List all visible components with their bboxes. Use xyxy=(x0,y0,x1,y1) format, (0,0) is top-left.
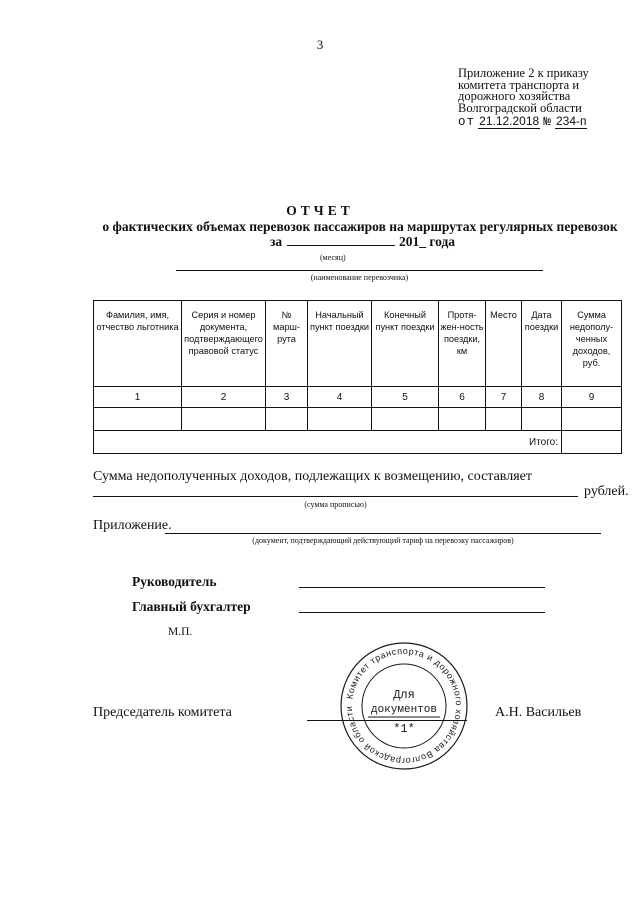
column-number: 2 xyxy=(182,387,266,408)
period-prefix: за xyxy=(270,234,283,249)
month-blank xyxy=(287,245,395,246)
attachment-line xyxy=(165,533,601,534)
column-header: Начальный пункт поездки xyxy=(308,301,372,387)
attachment-caption: (документ, подтверждающий действующий тариф на перевозку пассажиров) xyxy=(252,536,514,545)
table-cell xyxy=(94,408,182,431)
column-number: 8 xyxy=(522,387,562,408)
order-date-line xyxy=(458,116,633,129)
column-number: 9 xyxy=(562,387,622,408)
column-number: 6 xyxy=(439,387,486,408)
official-stamp xyxy=(338,640,470,772)
column-header: Фамилия, имя, отчество льготника xyxy=(94,301,182,387)
sum-in-words-caption: (сумма прописью) xyxy=(304,500,367,509)
page-number: 3 xyxy=(316,37,324,52)
table-cell xyxy=(182,408,266,431)
column-header: № марш-рута xyxy=(266,301,308,387)
table-cell xyxy=(486,408,522,431)
stamp-center-line1: Для xyxy=(393,688,415,702)
sum-statement: Сумма недополученных доходов, подлежащих к возмещению, составляет xyxy=(93,469,532,484)
stamp-center-line2: документов xyxy=(370,704,438,716)
appendix-line: Приложение 2 к приказу xyxy=(458,66,589,80)
from-prefix: от xyxy=(458,115,476,129)
column-number: 5 xyxy=(372,387,439,408)
seal-place-label: М.П. xyxy=(168,626,193,638)
accountant-signature-line xyxy=(299,612,545,613)
report-table xyxy=(93,300,622,454)
carrier-name-line xyxy=(176,270,543,271)
report-title: ОТЧЕТ xyxy=(286,203,354,218)
total-row xyxy=(94,431,622,454)
month-caption: (месяц) xyxy=(320,253,346,262)
column-number-row xyxy=(94,387,622,408)
chair-label: Председатель комитета xyxy=(93,705,232,720)
carrier-caption: (наименование перевозчика) xyxy=(310,273,409,282)
head-signature-line xyxy=(299,587,545,588)
table-header-row xyxy=(94,301,622,387)
attachment-label: Приложение. xyxy=(93,518,172,533)
number-sign: № xyxy=(543,115,552,129)
report-period xyxy=(270,234,455,250)
accountant-label: Главный бухгалтер xyxy=(132,599,251,614)
column-header: Серия и номер документа, подтверждающего правовой статус xyxy=(182,301,266,387)
table-cell xyxy=(372,408,439,431)
column-number: 1 xyxy=(94,387,182,408)
order-number: 234-п xyxy=(555,114,587,128)
appendix-line: дорожного хозяйства xyxy=(458,89,571,103)
appendix-block xyxy=(458,68,633,129)
head-label: Руководитель xyxy=(132,574,217,589)
rubles-label: рублей. xyxy=(584,484,629,499)
column-header: Сумма недополу-ченных доходов, руб. xyxy=(562,301,622,387)
table-cell xyxy=(522,408,562,431)
table-row xyxy=(94,408,622,431)
column-header: Конечный пункт поездки xyxy=(372,301,439,387)
chair-name: А.Н. Васильев xyxy=(495,705,582,720)
stamp-ring-text: Комитет транспорта и дорожного хозяйства Волгоградской области xyxy=(343,645,465,767)
column-number: 4 xyxy=(308,387,372,408)
total-label: Итого: xyxy=(94,431,562,454)
table-cell xyxy=(439,408,486,431)
stamp-center-number: *1* xyxy=(393,722,415,736)
column-header: Протя-жен-ность поездки, км xyxy=(439,301,486,387)
report-subtitle: о фактических объемах перевозок пассажиров на маршрутах регулярных перевозок xyxy=(102,219,618,234)
period-year: 201_ года xyxy=(398,234,456,249)
order-date: 21.12.2018 xyxy=(479,114,540,128)
appendix-line: комитета транспорта и xyxy=(458,77,580,92)
column-number: 7 xyxy=(486,387,522,408)
column-header: Дата поездки xyxy=(522,301,562,387)
sum-in-words-line xyxy=(93,496,578,497)
table-cell xyxy=(308,408,372,431)
total-value-cell xyxy=(562,431,622,454)
column-header: Место xyxy=(486,301,522,387)
table-cell xyxy=(562,408,622,431)
appendix-line: Волгоградской области xyxy=(458,100,582,115)
table-cell xyxy=(266,408,308,431)
column-number: 3 xyxy=(266,387,308,408)
